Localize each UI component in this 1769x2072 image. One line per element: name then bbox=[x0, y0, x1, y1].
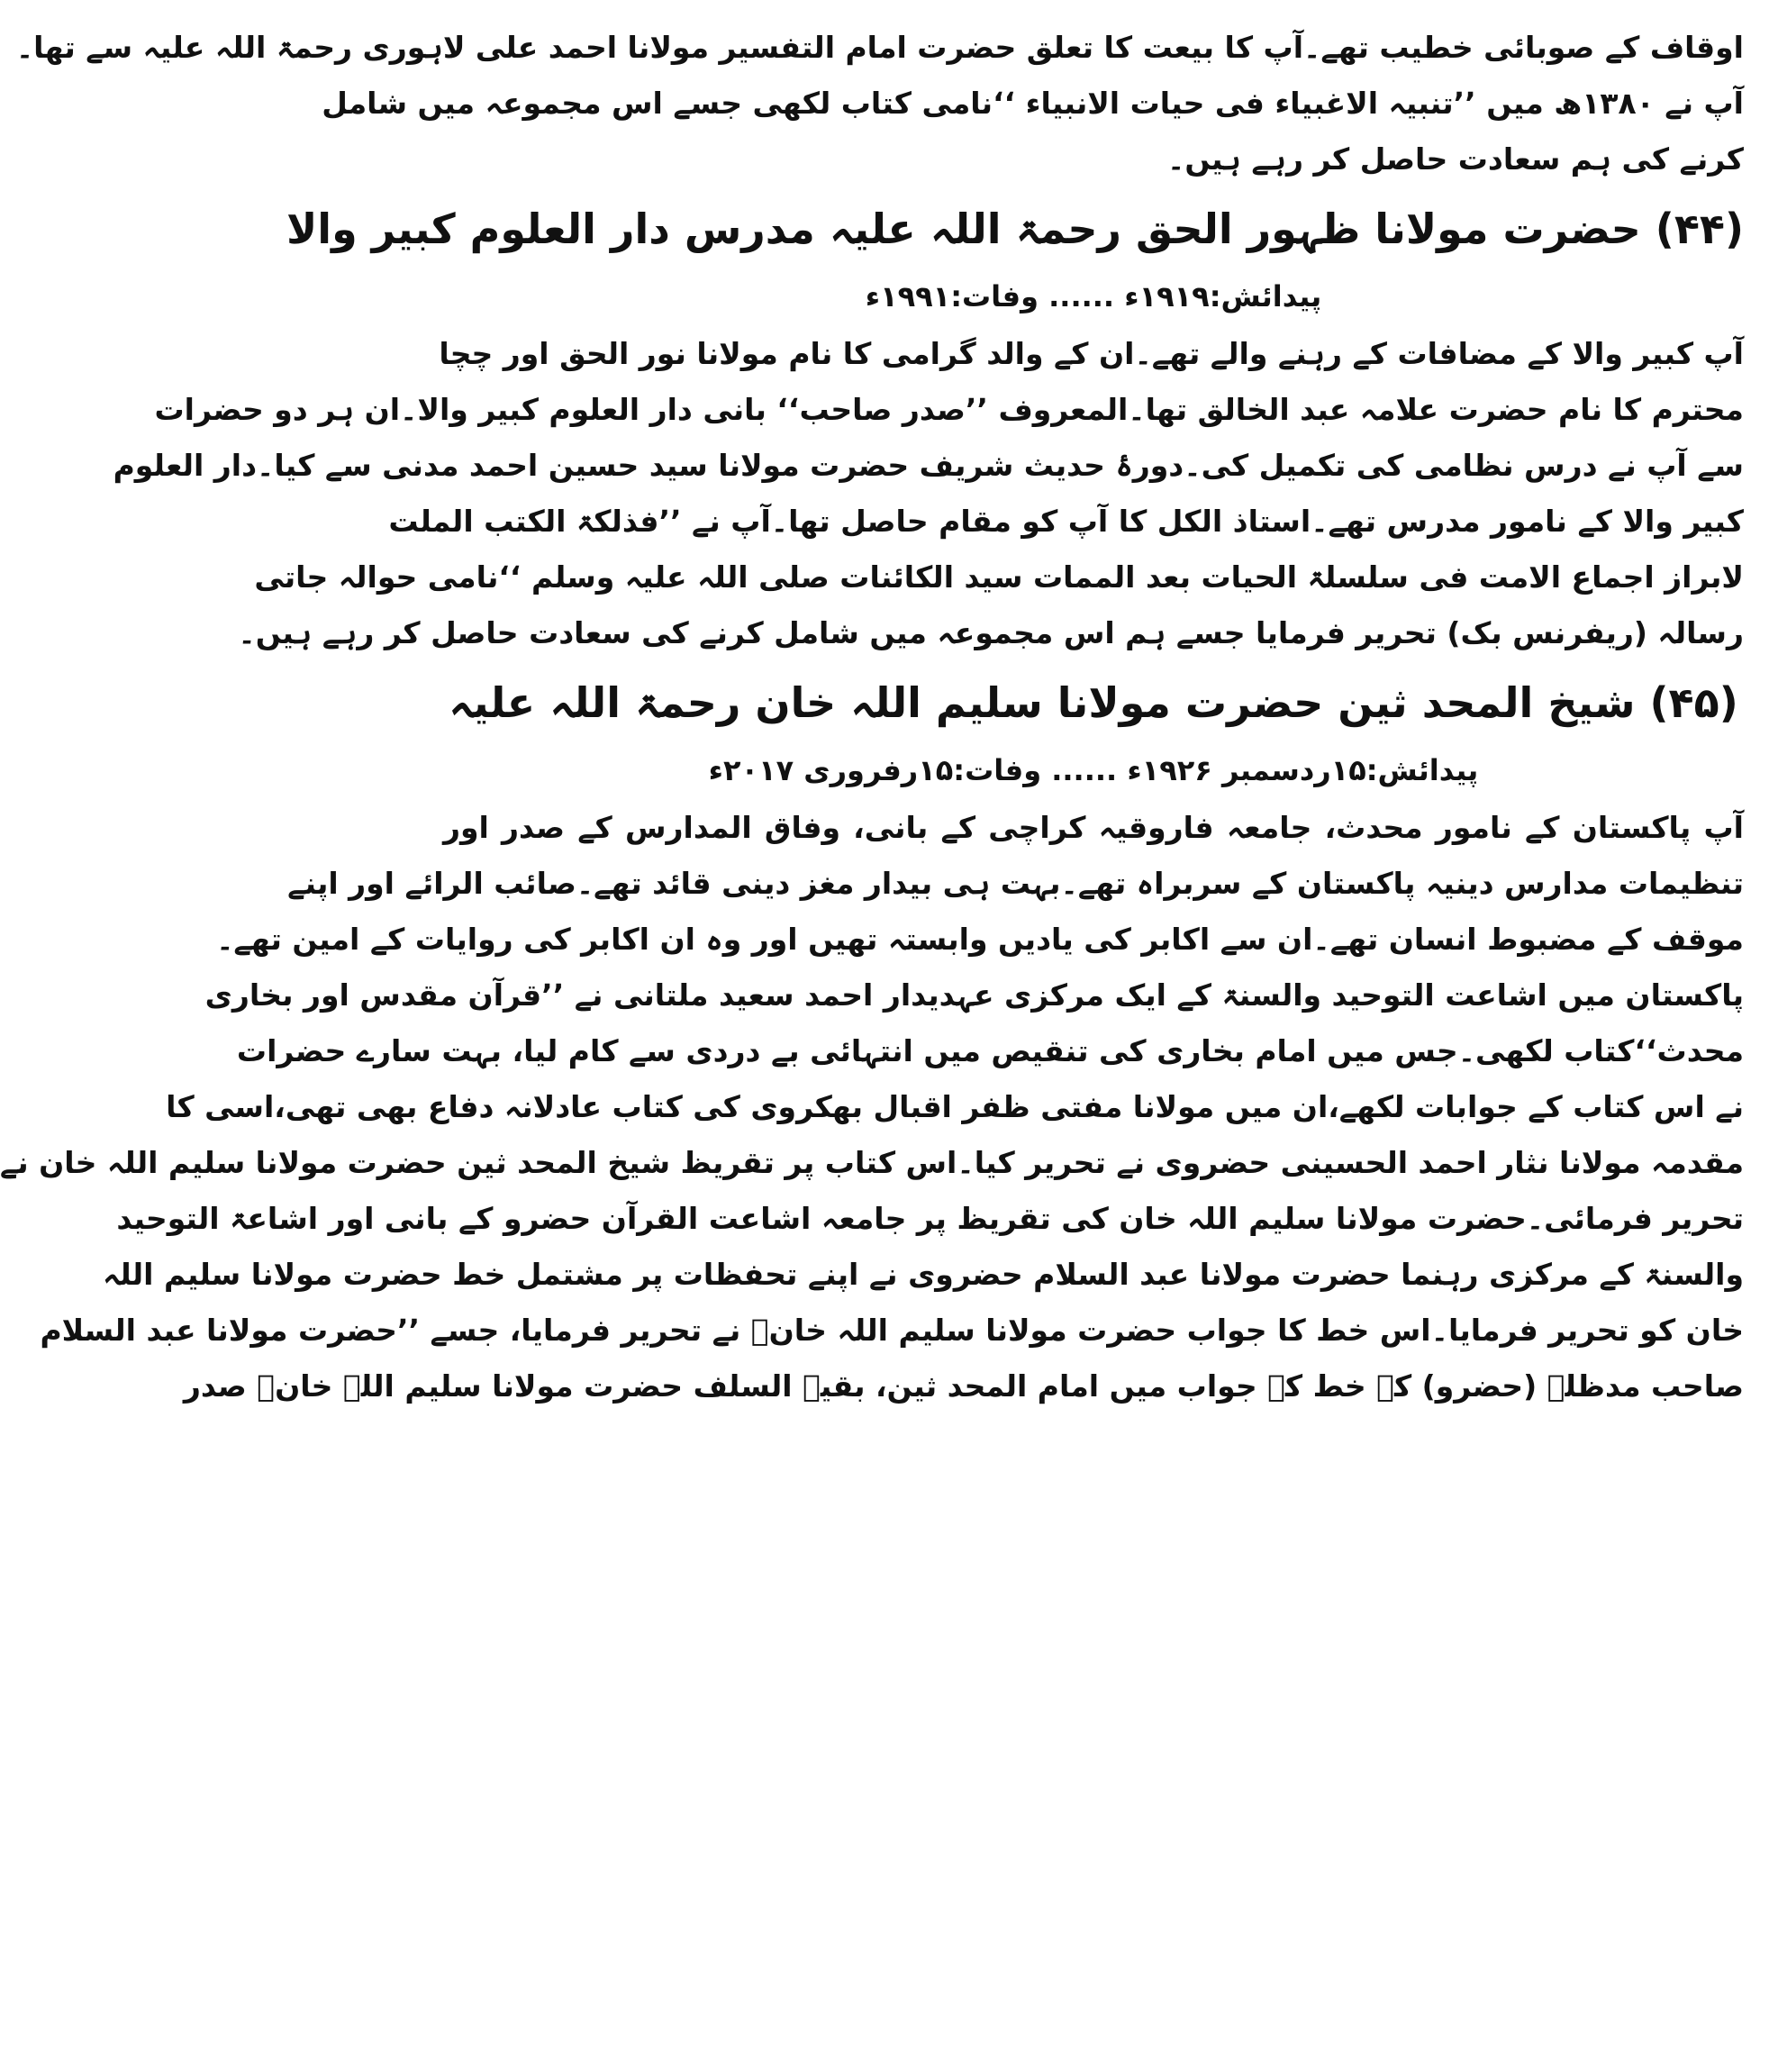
text-line: لابراز اجماع الامت فی سلسلۃ الحیات بعد الممات سید الکائنات صلی اللہ علیہ وسلم ‘‘نامی حوالہ جاتی bbox=[254, 559, 1744, 595]
intro-paragraph bbox=[15, 20, 1744, 187]
section-45 bbox=[0, 663, 1744, 1414]
text-line: کرنے کی ہم سعادت حاصل کر رہے ہیں۔ bbox=[1167, 141, 1744, 177]
text-line: تحریر فرمائی۔حضرت مولانا سلیم اللہ خان کی تقریظ پر جامعہ اشاعت القرآن حضرو کے بانی اور اشاعۃ التوحید bbox=[116, 1201, 1744, 1236]
text-line: خان کو تحریر فرمایا۔اس خط کا جواب حضرت مولانا سلیم اللہ خانؒ نے تحریر فرمایا، جسے ’’حضرت مولانا عبد السلام bbox=[40, 1313, 1744, 1348]
text-line: پاکستان میں اشاعت التوحید والسنۃ کے ایک مرکزی عہدیدار احمد سعید ملتانی نے ’’قرآن مقدس اور بخاری bbox=[204, 977, 1744, 1013]
text-line: اوقاف کے صوبائی خطیب تھے۔آپ کا بیعت کا تعلق حضرت امام التفسیر مولانا احمد علی لاہوری رحمۃ اللہ علیہ سے تھا۔ bbox=[15, 30, 1744, 65]
book-page bbox=[0, 20, 1744, 1414]
text-line: آپ پاکستان کے نامور محدث، جامعہ فاروقیہ کراچی کے بانی، وفاق المدارس کے صدر اور bbox=[443, 810, 1744, 845]
section-heading: (۴۵) شیخ المحد ثین حضرت مولانا سلیم اللہ خان رحمۃ اللہ علیہ bbox=[449, 678, 1738, 727]
section-44 bbox=[113, 189, 1744, 661]
text-line: رسالہ (ریفرنس بک) تحریر فرمایا جسے ہم اس مجموعہ میں شامل کرنے کی سعادت حاصل کر رہے ہیں۔ bbox=[238, 615, 1744, 650]
section-heading: (۴۴) حضرت مولانا ظہور الحق رحمۃ اللہ علیہ مدرس دار العلوم کبیر والا bbox=[286, 204, 1744, 253]
text-line: محترم کا نام حضرت علامہ عبد الخالق تھا۔المعروف ’’صدر صاحب‘‘ بانی دار العلوم کبیر والا۔ان ہر دو حضرات bbox=[154, 392, 1744, 427]
text-line: والسنۃ کے مرکزی رہنما حضرت مولانا عبد السلام حضروی نے اپنے تحفظات پر مشتمل خط حضرت مولانا سلیم اللہ bbox=[102, 1257, 1744, 1292]
text-line: آپ نے ۱۳۸۰ھ میں ’’تنبیہ الاغبیاء فی حیات الانبیاء ‘‘نامی کتاب لکھی جسے اس مجموعہ میں شامل bbox=[322, 86, 1744, 121]
text-line: سے آپ نے درس نظامی کی تکمیل کی۔دورۂ حدیث شریف حضرت مولانا سید حسین احمد مدنی سے کیا۔دار العلوم bbox=[113, 448, 1744, 483]
text-line: محدث‘‘کتاب لکھی۔جس میں امام بخاری کی تنقیص میں انتہائی بے دردی سے کام لیا، بہت سارے حضرات bbox=[236, 1033, 1744, 1068]
birth-death-dates: پیدائش:۱۵ردسمبر ۱۹۲۶ء ...... وفات:۱۵رفروری ۲۰۱۷ء bbox=[708, 753, 1479, 787]
text-line: صاحب مدظلہ (حضرو) کے خط کے جواب میں امام المحد ثین، بقیۃ السلف حضرت مولانا سلیم اللہ خانؒ صدر bbox=[183, 1368, 1744, 1404]
text-line: کبیر والا کے نامور مدرس تھے۔استاذ الکل کا آپ کو مقام حاصل تھا۔آپ نے ’’فذلکۃ الکتب الملت bbox=[388, 504, 1744, 539]
text-line: تنظیمات مدارس دینیہ پاکستان کے سربراہ تھے۔بہت ہی بیدار مغز دینی قائد تھے۔صائب الرائے اور اپنے bbox=[287, 866, 1744, 901]
birth-death-dates: پیدائش:۱۹۱۹ء ...... وفات:۱۹۹۱ء bbox=[865, 279, 1322, 314]
text-line: آپ کبیر والا کے مضافات کے رہنے والے تھے۔ان کے والد گرامی کا نام مولانا نور الحق اور چچا bbox=[439, 336, 1744, 371]
text-line: موقف کے مضبوط انسان تھے۔ان سے اکابر کی یادیں وابستہ تھیں اور وہ ان اکابر کی روایات کے امین تھے۔ bbox=[216, 922, 1744, 957]
text-line: مقدمہ مولانا نثار احمد الحسینی حضروی نے تحریر کیا۔اس کتاب پر تقریظ شیخ المحد ثین حضرت مولانا سلیم اللہ خان نے bbox=[0, 1145, 1744, 1180]
text-line: نے اس کتاب کے جوابات لکھے،ان میں مولانا مفتی ظفر اقبال بھکروی کی کتاب عادلانہ دفاع بھی تھی،اسی کا bbox=[166, 1089, 1744, 1124]
